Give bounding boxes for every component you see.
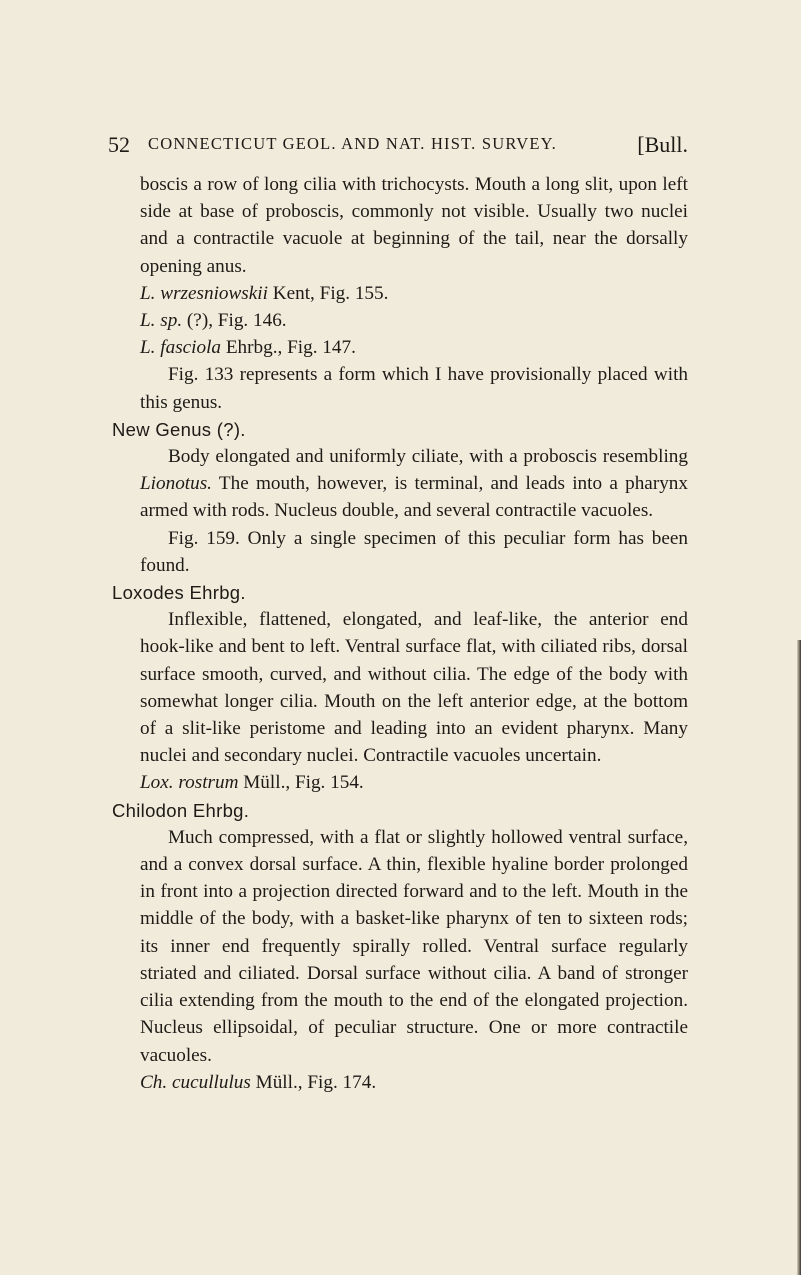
species-reference: Kent, Fig. 155. (272, 282, 389, 304)
new-genus-description (112, 443, 688, 525)
genus-name: Loxodes (112, 582, 185, 604)
genus-name: Chilodon (112, 799, 188, 821)
species-line (112, 307, 688, 334)
page-body (112, 171, 688, 1096)
species-name: L. wrzesniowskii (140, 282, 268, 304)
species-reference: (?), Fig. 146. (186, 310, 287, 332)
fig133-paragraph: Fig. 133 represents a form which I have provisionally placed with this genus. (140, 364, 688, 413)
species-name: L. fasciola (140, 337, 222, 359)
species-reference: Müll., Fig. 154. (243, 772, 364, 794)
intro-paragraph: boscis a row of long cilia with trichocysts. Mouth a long slit, upon left side at base of proboscis, commonly not visible. Usually two nuclei and a contractile vacuole at beginning of the tail, near the dorsally opening anus. (140, 174, 688, 277)
species-name: Ch. cucullulus (140, 1071, 251, 1093)
page-header (108, 132, 688, 162)
genus-author: Ehrbg. (189, 582, 246, 604)
genus-heading-loxodes (112, 579, 688, 606)
genus-heading-chilodon (112, 797, 688, 824)
running-head: CONNECTICUT GEOL. AND NAT. HIST. SURVEY. (148, 134, 557, 153)
page-edge-shadow (797, 640, 801, 1275)
species-line (112, 769, 688, 796)
bulletin-label: [Bull. (637, 132, 688, 157)
species-line (112, 334, 688, 361)
loxodes-description: Inflexible, flattened, elongated, and leaf-like, the anterior end hook-like and bent to left. Ventral surface flat, with ciliated ribs, dorsal surface smooth, curved, and without cilia. The edge of the body with somewhat longer cilia. Mouth on the left anterior edge, at the bottom of a slit-like peristome and leading into an evident pharynx. Many nuclei and secondary nuclei. Contractile vacuoles uncertain. (140, 609, 688, 767)
description-text: The mouth, however, is terminal, and leads into a pharynx armed with rods. Nucleus double, and several contractile vacuoles. (140, 473, 688, 522)
chilodon-description: Much compressed, with a flat or slightly hollowed ventral surface, and a convex dorsal surface. A thin, flexible hyaline border prolonged in front into a projection directed forward and to the left. Mouth in the middle of the body, with a basket-like pharynx of ten to sixteen rods; its inner end frequently spirally rolled. Ventral surface regularly striated and ciliated. Dorsal surface without cilia. A band of stronger cilia extending from the mouth to the end of the elongated projection. Nucleus ellipsoidal, of peculiar structure. One or more contractile vacuoles. (140, 826, 688, 1066)
fig159-paragraph: Fig. 159. Only a single specimen of this peculiar form has been found. (140, 527, 688, 576)
species-name: L. sp. (140, 310, 183, 332)
page-number: 52 (108, 132, 130, 157)
species-line (112, 1069, 688, 1096)
genus-reference-italic: Lionotus. (140, 473, 212, 495)
genus-author: Ehrbg. (192, 799, 250, 821)
genus-heading-new: New Genus (?). (112, 418, 246, 440)
species-line (112, 280, 688, 307)
species-reference: Müll., Fig. 174. (255, 1071, 377, 1093)
description-text: Body elongated and uniformly ciliate, with a proboscis resembling (168, 446, 688, 468)
species-reference: Ehrbg., Fig. 147. (225, 337, 356, 359)
species-name: Lox. rostrum (140, 772, 239, 794)
